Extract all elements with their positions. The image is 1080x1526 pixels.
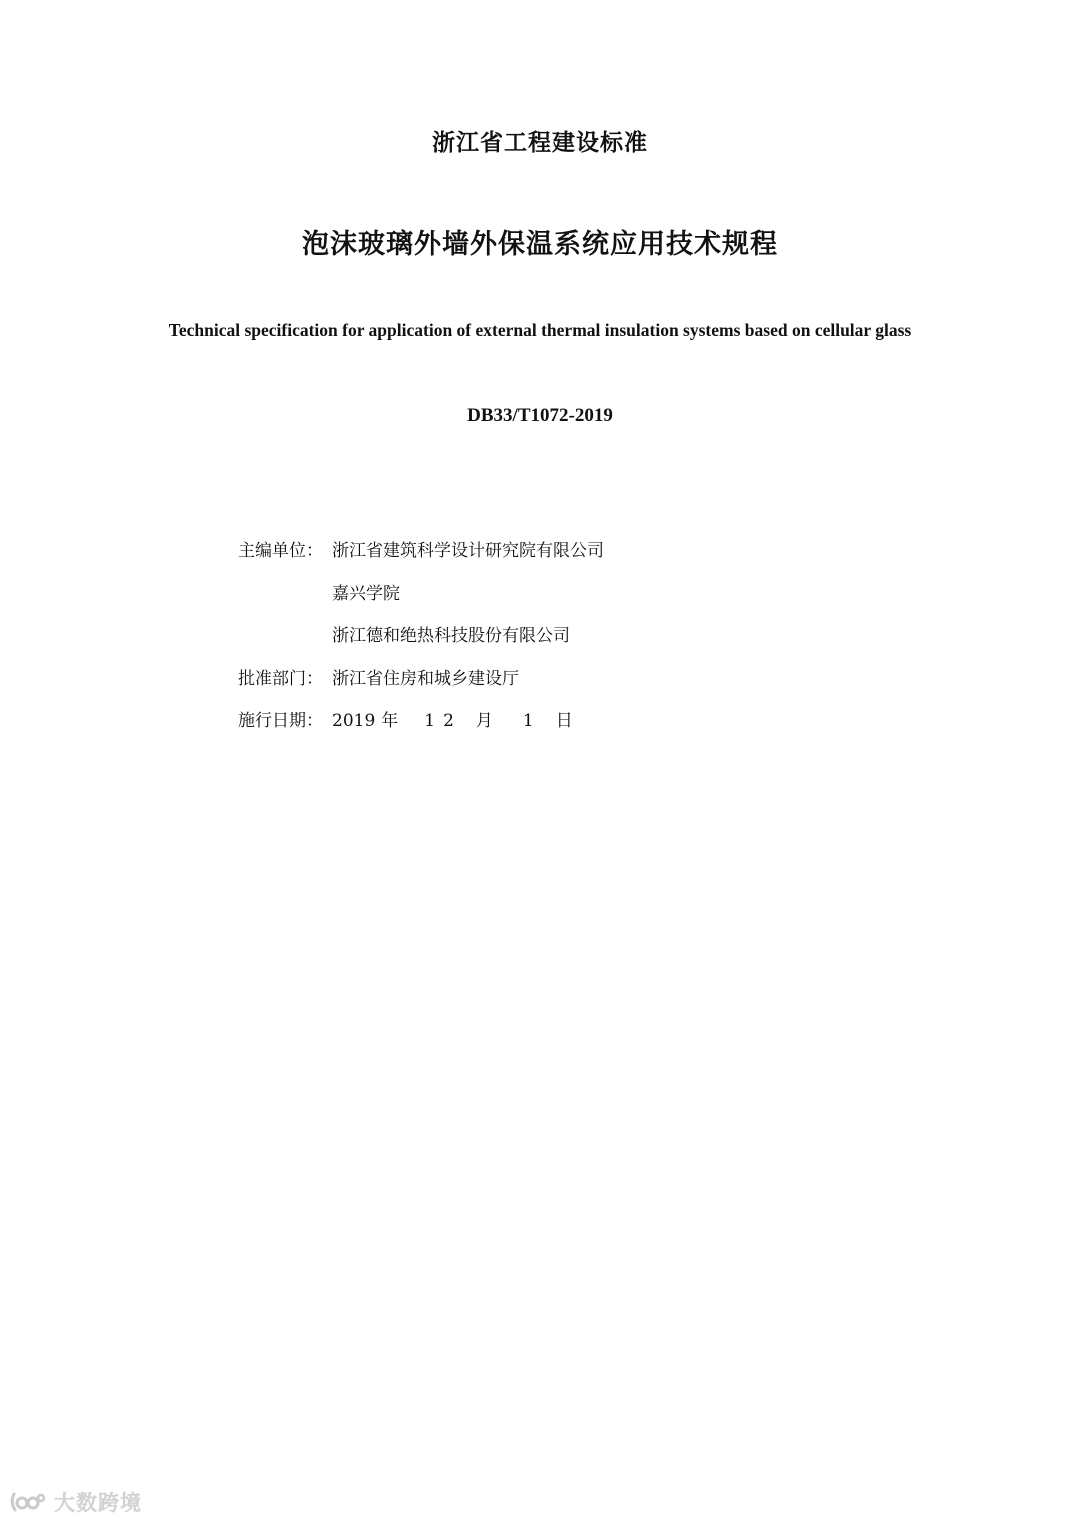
effective-date xyxy=(332,700,573,743)
watermark xyxy=(8,1487,142,1517)
date-day-unit: 日 xyxy=(555,711,573,731)
date-month-unit: 月 xyxy=(475,711,493,731)
approval-value: 浙江省住房和城乡建设厅 xyxy=(332,668,519,689)
editor-unit-2: 嘉兴学院 xyxy=(332,583,400,604)
approval-row xyxy=(238,658,604,701)
effective-date-row xyxy=(238,700,604,743)
standard-category: 浙江省工程建设标准 xyxy=(432,129,648,156)
standard-code: DB33/T1072-2019 xyxy=(467,405,613,426)
date-day: 1 xyxy=(522,711,534,731)
info-label-spacer xyxy=(238,573,332,616)
document-title-en: Technical specification for application of external thermal insulation systems based on cellular glass xyxy=(168,320,912,340)
editor-row xyxy=(238,530,604,573)
editor-row-2 xyxy=(238,573,604,616)
approval-label: 批准部门： xyxy=(238,668,323,689)
info-label-spacer xyxy=(238,615,332,658)
watermark-logo-icon xyxy=(8,1489,48,1515)
document-title-cn: 泡沫玻璃外墙外保温系统应用技术规程 xyxy=(302,229,778,260)
date-month: 12 xyxy=(424,711,462,731)
editor-row-3 xyxy=(238,615,604,658)
watermark-text: 大数跨境 xyxy=(54,1491,142,1515)
editor-unit-1: 浙江省建筑科学设计研究院有限公司 xyxy=(332,541,604,561)
date-year-unit: 年 xyxy=(381,711,399,731)
info-block xyxy=(238,530,604,743)
editor-label: 主编单位： xyxy=(238,541,323,561)
effective-label: 施行日期： xyxy=(238,711,323,731)
editor-unit-3: 浙江德和绝热科技股份有限公司 xyxy=(332,626,570,646)
date-year: 2019 xyxy=(332,711,376,731)
